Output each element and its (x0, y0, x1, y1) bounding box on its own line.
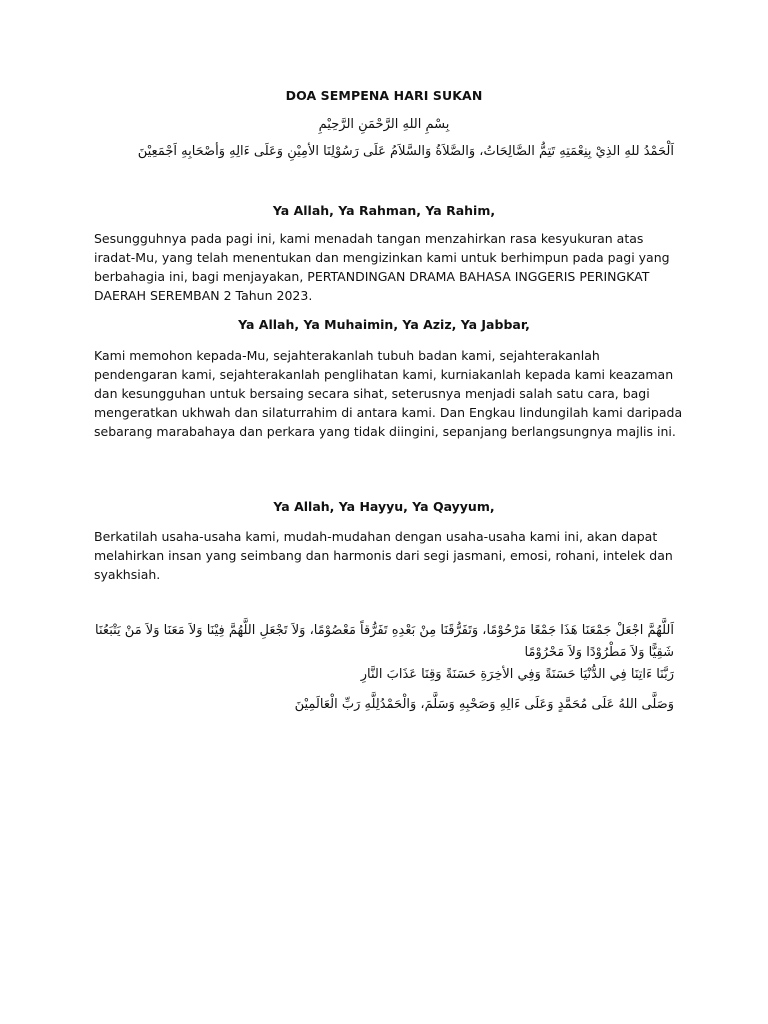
document-title: DOA SEMPENA HARI SUKAN (285, 88, 483, 103)
basmala-text: بِسْمِ اللهِ الرَّحْمَنِ الرَّحِيْمِ (318, 117, 450, 132)
heading-ya-hayyu: Ya Allah, Ya Hayyu, Ya Qayyum, (273, 499, 495, 514)
doa-ijaal-jamana: اَللَّهُمَّ اجْعَلْ جَمْعَنَا هَذَا جَمْعًا مَرْحُوْمًا، وَتَفَرُّقَنَا مِنْ بَعْدِهِ تَفَرُّقاً مَعْصُوْمًا، وَلاَ تَجْعَلِ اللَّهُمَّ فِيْنَا وَلاَ مَعَنَا وَلاَ مَنْ يَتْبَعُنَا شَقِيًّا وَلاَ مَطْرُوْدًا وَلاَ مَحْرُوْمًا (95, 623, 674, 660)
paragraph-memohon: Kami memohon kepada-Mu, sejahterakanlah tubuh badan kami, sejahterakanlah pendengaran kami, sejahterakanlah penglihatan kami, kurniakanlah kepada kami keazaman dan kesungguhan untuk bersaing secara sihat, seterusnya menjadi salah satu cara, bagi mengeratkan ukhwah dan silaturrahim di antara kami. Dan Engkau lindungilah kami daripada sebarang marabahaya dan perkara yang tidak diingini, sepanjang berlangsungnya majlis ini. (94, 348, 683, 439)
hamd-text: اَلْحَمْدُ للهِ الذِيْ بِنِعْمَتِهِ تَتِمُّ الصَّالِحَاتُ، وَالصَّلاَةُ وَالسَّلاَمُ عَلَى رَسُوْلِنَا الأمِيْنِ وَعَلَى ءَالِهِ وَأصْحَابِهِ اَجْمَعِيْنَ (137, 144, 674, 159)
heading-ya-rahman: Ya Allah, Ya Rahman, Ya Rahim, (272, 203, 496, 218)
paragraph-berkatilah: Berkatilah usaha-usaha kami, mudah-mudahan dengan usaha-usaha kami ini, akan dapat melahirkan insan yang seimbang dan harmonis dari segi jasmani, emosi, rohani, intelek dan syakhsiah. (94, 529, 673, 582)
doa-rabbana: رَبَّنَا ءَاتِنَا فِي الدُّنْيَا حَسَنَةً وَفِي الأخِرَةِ حَسَنَةً وَقِنَا عَذَابَ النَّارِ (360, 667, 674, 682)
paragraph-kesyukuran: Sesungguhnya pada pagi ini, kami menadah tangan menzahirkan rasa kesyukuran atas iradat-Mu, yang telah menentukan dan mengizinkan kami untuk berhimpun pada pagi yang berbahagia ini, bagi menjayakan, PERTANDINGAN DRAMA BAHASA INGGERIS PERINGKAT DAERAH SEREMBAN 2 Tahun 2023. (94, 231, 670, 303)
doa-selawat-penutup: وَصَلَّى اللهُ عَلَى مُحَمَّدٍ وَعَلَى ءَالِهِ وَصَحْبِهِ وَسَلَّمَ، وَالْحَمْدُلِلَّهِ رَبِّ الْعَالَمِيْنَ (294, 697, 674, 712)
heading-ya-muhaimin: Ya Allah, Ya Muhaimin, Ya Aziz, Ya Jabbar, (238, 317, 530, 332)
